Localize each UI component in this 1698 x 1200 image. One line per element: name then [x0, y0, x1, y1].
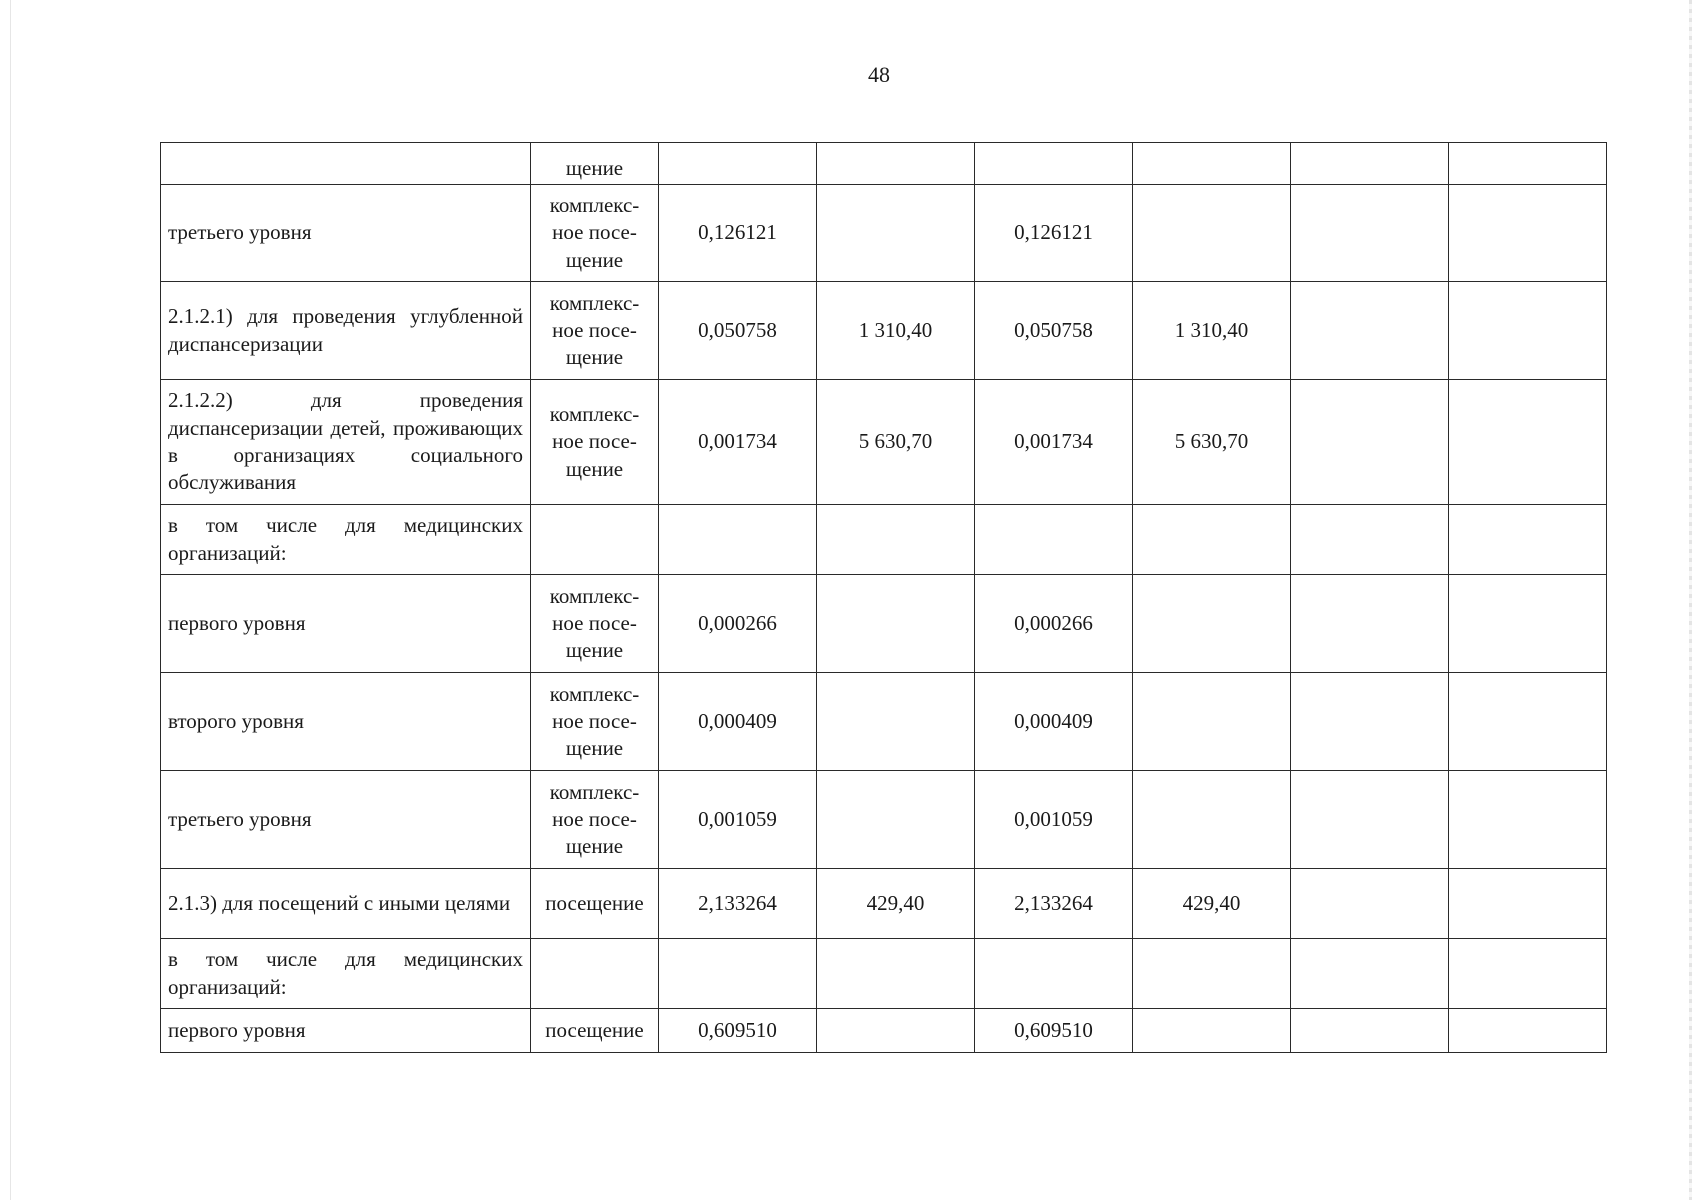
value-cell: 0,001059 — [975, 771, 1133, 869]
value-cell — [1291, 771, 1449, 869]
value-cell — [817, 143, 975, 185]
value-cell — [817, 505, 975, 575]
row-unit-cell: щение — [531, 143, 659, 185]
value-cell — [1449, 771, 1607, 869]
value-cell — [1291, 939, 1449, 1009]
row-name-cell: 2.1.3) для посещений с иными целями — [161, 869, 531, 939]
value-cell — [1291, 143, 1449, 185]
value-cell — [1133, 505, 1291, 575]
value-cell — [1449, 575, 1607, 673]
row-name-cell: 2.1.2.2) для проведения диспансеризации детей, проживающих в организациях социального обслуживания — [161, 380, 531, 505]
value-cell — [1133, 771, 1291, 869]
table-row — [161, 575, 1607, 673]
value-cell — [1133, 673, 1291, 771]
value-cell — [1291, 673, 1449, 771]
row-unit-cell: комплекс-ное посе-щение — [531, 771, 659, 869]
table-row — [161, 380, 1607, 505]
value-cell — [659, 505, 817, 575]
row-name-cell: в том числе для медицинских организаций: — [161, 939, 531, 1009]
table-row — [161, 869, 1607, 939]
value-cell — [817, 771, 975, 869]
row-unit-cell — [531, 939, 659, 1009]
value-cell: 1 310,40 — [1133, 282, 1291, 380]
value-cell — [1133, 575, 1291, 673]
value-cell: 1 310,40 — [817, 282, 975, 380]
value-cell: 0,001734 — [975, 380, 1133, 505]
row-name-cell: первого уровня — [161, 1009, 531, 1053]
value-cell — [817, 673, 975, 771]
value-cell: 2,133264 — [975, 869, 1133, 939]
value-cell — [1449, 143, 1607, 185]
page-number: 48 — [868, 62, 890, 87]
value-cell — [1291, 1009, 1449, 1053]
row-unit-cell — [531, 505, 659, 575]
value-cell — [1449, 282, 1607, 380]
table-row — [161, 771, 1607, 869]
table-row — [161, 505, 1607, 575]
value-cell — [1133, 185, 1291, 282]
value-cell: 429,40 — [817, 869, 975, 939]
scan-edge-left — [10, 0, 11, 1200]
value-cell: 0,050758 — [975, 282, 1133, 380]
row-unit-cell: комплекс-ное посе-щение — [531, 282, 659, 380]
value-cell — [817, 939, 975, 1009]
value-cell: 0,000409 — [659, 673, 817, 771]
table-row — [161, 1009, 1607, 1053]
value-cell — [975, 143, 1133, 185]
row-name-cell: третьего уровня — [161, 771, 531, 869]
value-cell — [1133, 939, 1291, 1009]
row-unit-cell: комплекс-ное посе-щение — [531, 575, 659, 673]
value-cell: 5 630,70 — [1133, 380, 1291, 505]
row-unit-cell: комплекс-ное посе-щение — [531, 185, 659, 282]
value-cell: 0,001734 — [659, 380, 817, 505]
value-cell — [1449, 939, 1607, 1009]
value-cell — [1291, 575, 1449, 673]
row-name-cell: второго уровня — [161, 673, 531, 771]
value-cell — [659, 939, 817, 1009]
table-row — [161, 939, 1607, 1009]
value-cell — [975, 939, 1133, 1009]
row-name-cell: в том числе для медицинских организаций: — [161, 505, 531, 575]
value-cell: 0,126121 — [975, 185, 1133, 282]
table-row — [161, 282, 1607, 380]
row-name-cell: первого уровня — [161, 575, 531, 673]
table-row — [161, 673, 1607, 771]
value-cell — [1449, 673, 1607, 771]
value-cell: 0,126121 — [659, 185, 817, 282]
row-unit-cell: комплекс-ное посе-щение — [531, 380, 659, 505]
value-cell — [1133, 1009, 1291, 1053]
value-cell — [1449, 380, 1607, 505]
value-cell — [817, 1009, 975, 1053]
row-name-cell — [161, 143, 531, 185]
value-cell — [817, 575, 975, 673]
row-unit-cell: посещение — [531, 869, 659, 939]
value-cell — [1449, 505, 1607, 575]
volume-standards-table — [160, 142, 1607, 1053]
value-cell — [1449, 869, 1607, 939]
value-cell — [1291, 380, 1449, 505]
table-row — [161, 185, 1607, 282]
value-cell: 5 630,70 — [817, 380, 975, 505]
value-cell — [817, 185, 975, 282]
value-cell: 0,050758 — [659, 282, 817, 380]
value-cell — [659, 143, 817, 185]
value-cell — [1291, 869, 1449, 939]
value-cell: 0,000266 — [659, 575, 817, 673]
value-cell — [1449, 185, 1607, 282]
value-cell — [1291, 185, 1449, 282]
value-cell: 0,000266 — [975, 575, 1133, 673]
value-cell: 0,001059 — [659, 771, 817, 869]
row-name-cell: 2.1.2.1) для проведения углубленной диспансеризации — [161, 282, 531, 380]
scan-edge-right — [1689, 0, 1692, 1200]
value-cell: 0,609510 — [975, 1009, 1133, 1053]
row-unit-cell: комплекс-ное посе-щение — [531, 673, 659, 771]
value-cell: 0,609510 — [659, 1009, 817, 1053]
value-cell — [1291, 282, 1449, 380]
value-cell — [1449, 1009, 1607, 1053]
value-cell: 0,000409 — [975, 673, 1133, 771]
value-cell: 2,133264 — [659, 869, 817, 939]
row-name-cell: третьего уровня — [161, 185, 531, 282]
table-row — [161, 143, 1607, 185]
value-cell — [975, 505, 1133, 575]
value-cell — [1291, 505, 1449, 575]
row-unit-cell: посещение — [531, 1009, 659, 1053]
value-cell — [1133, 143, 1291, 185]
value-cell: 429,40 — [1133, 869, 1291, 939]
